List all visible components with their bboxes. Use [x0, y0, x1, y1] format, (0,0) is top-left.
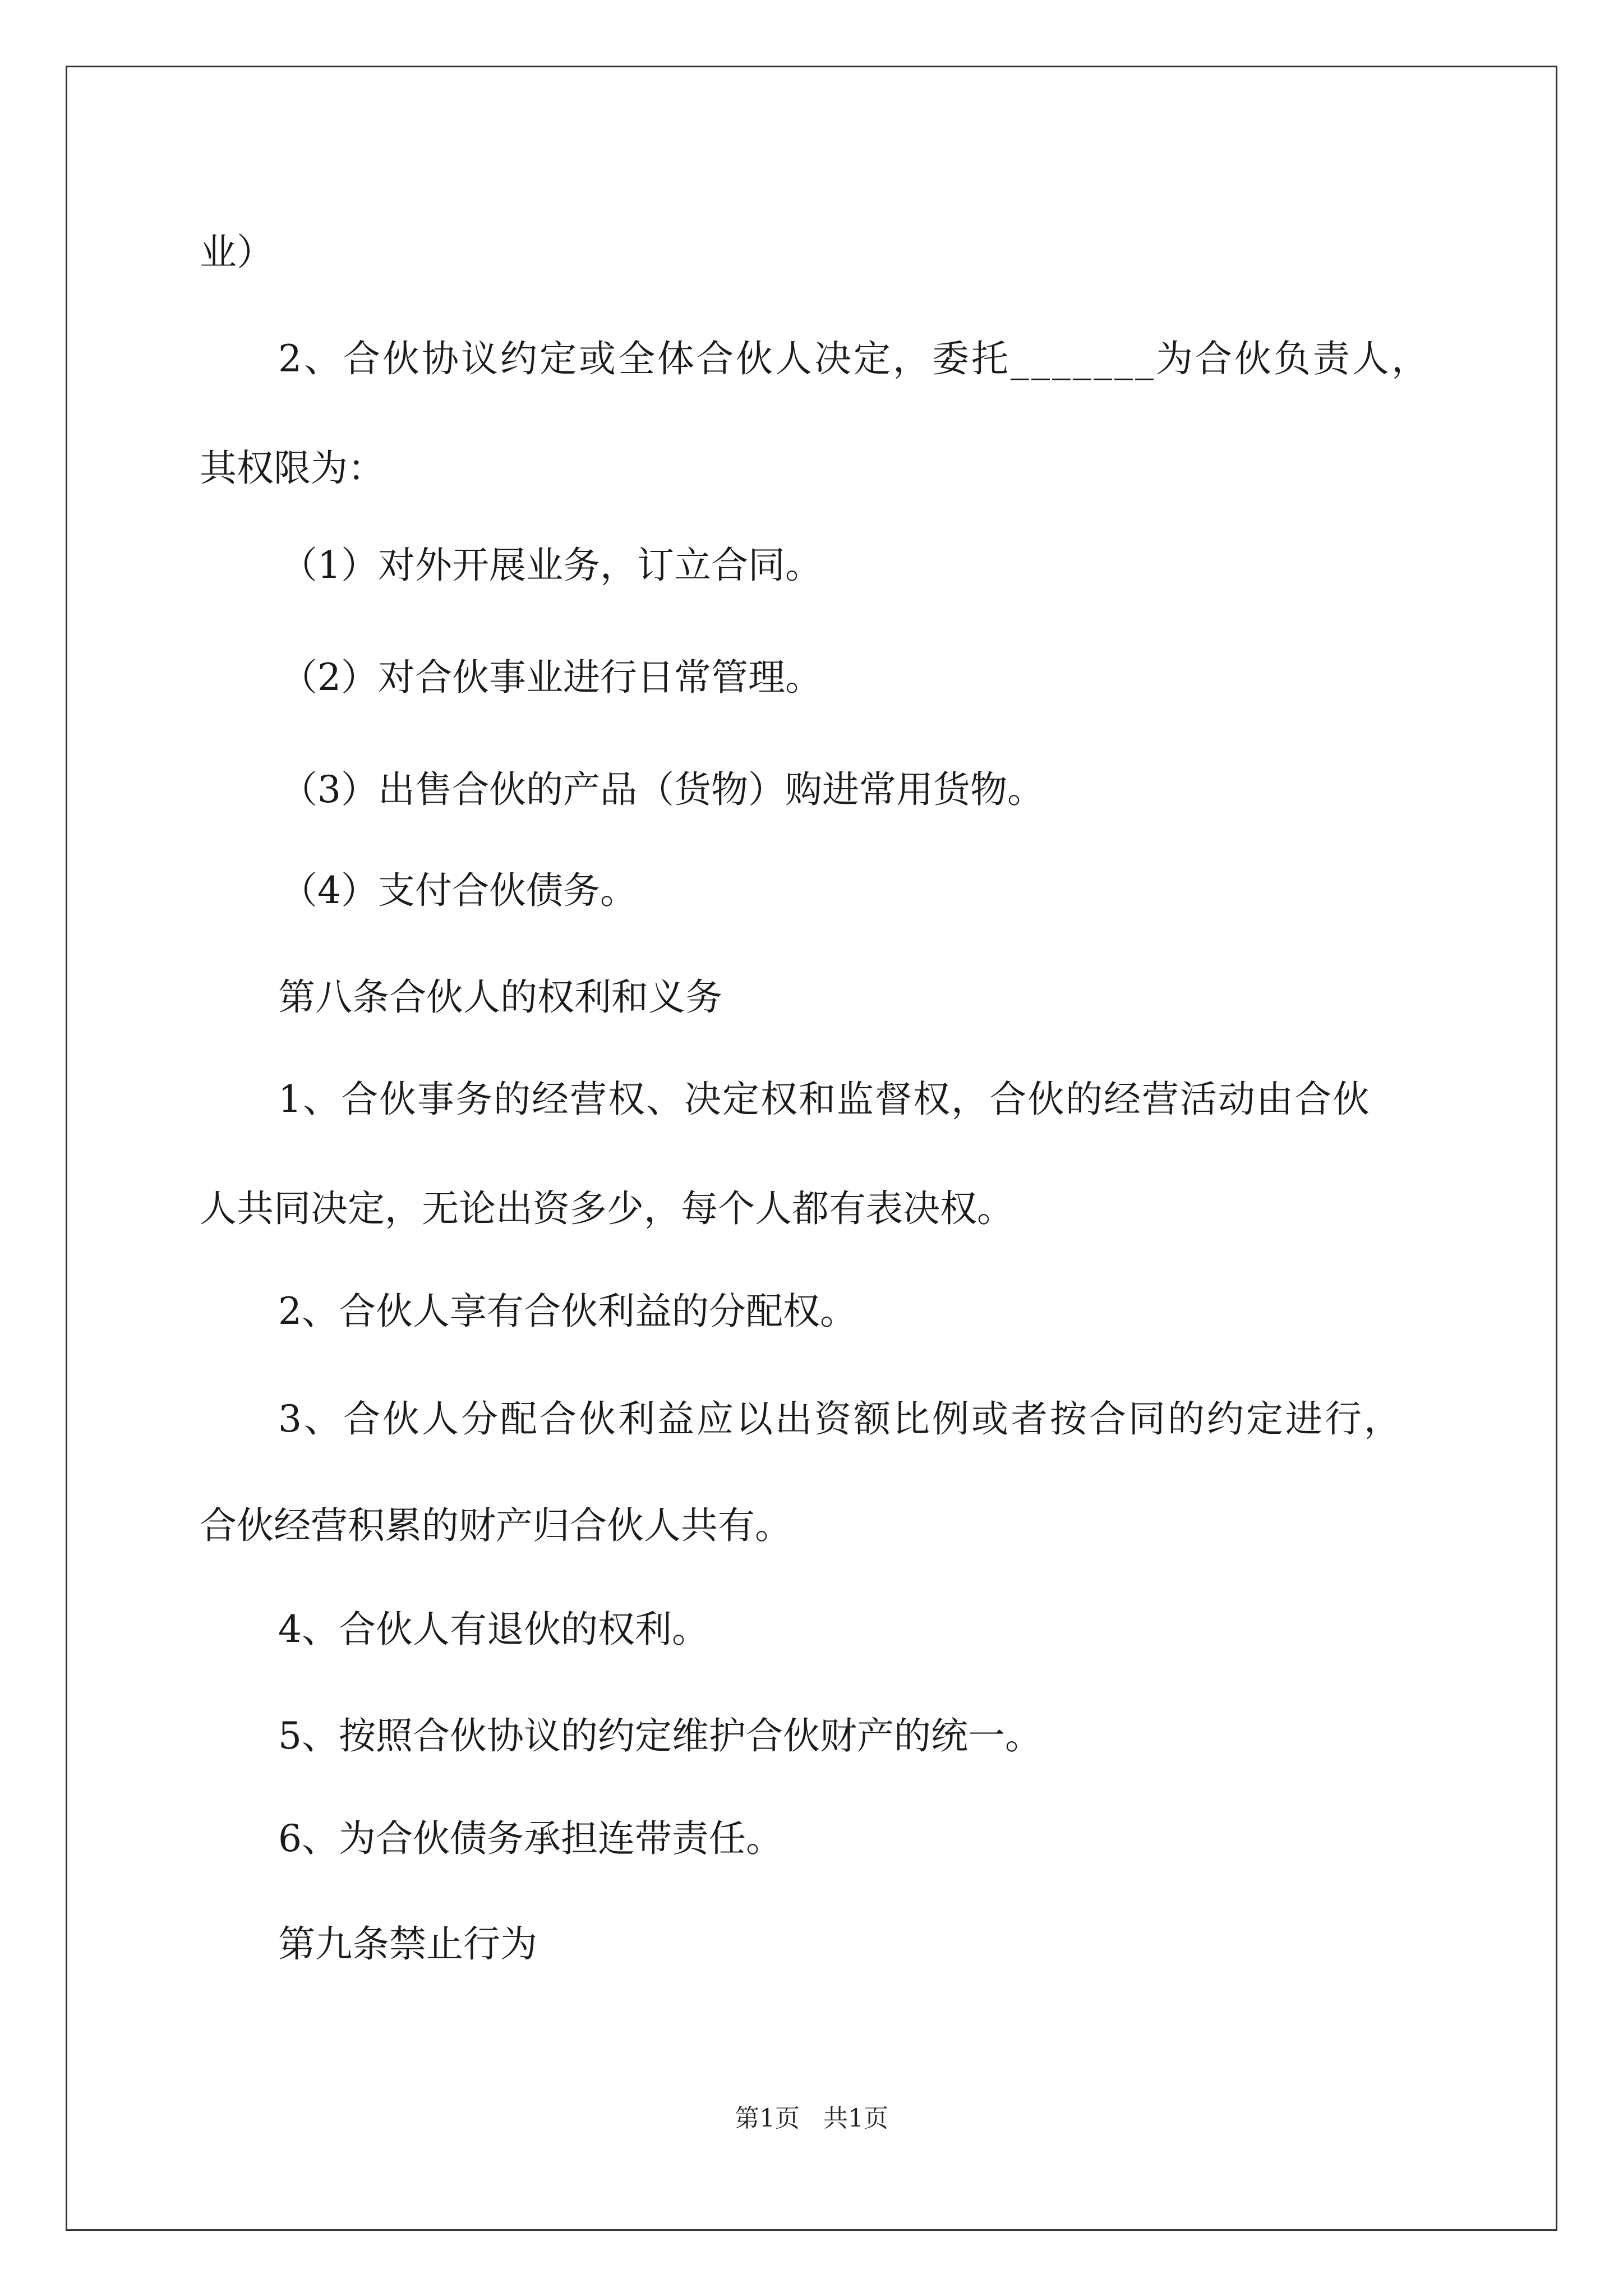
list-item: （4）支付合伙债务。: [280, 869, 637, 912]
paragraph-line: 5、按照合伙协议的约定维护合伙财产的统一。: [278, 1714, 1042, 1757]
paragraph-line: 2、合伙人享有合伙利益的分配权。: [278, 1290, 857, 1333]
paragraph-line: 3、合伙人分配合伙利益应以出资额比例或者按合同的约定进行，: [278, 1397, 1403, 1441]
section-heading: 第九条禁止行为: [278, 1922, 537, 1966]
list-item: （2）对合伙事业进行日常管理。: [280, 656, 822, 699]
list-item: （3）出售合伙的产品（货物）购进常用货物。: [280, 768, 1044, 811]
page-number: 第1页 共1页: [735, 2104, 888, 2133]
paragraph-line: 4、合伙人有退伙的权利。: [278, 1608, 709, 1651]
paragraph-line: 合伙经营积累的财产归合伙人共有。: [200, 1504, 792, 1547]
list-item: （1）对外开展业务，订立合同。: [280, 544, 822, 587]
paragraph-line: 人共同决定，无论出资多少，每个人都有表决权。: [200, 1187, 1014, 1230]
paragraph-line: 其权限为：: [200, 447, 385, 490]
paragraph-line: 6、为合伙债务承担连带责任。: [278, 1817, 783, 1860]
page-border: [66, 66, 1557, 2231]
paragraph-line: 1、合伙事务的经营权、决定权和监督权，合伙的经营活动由合伙: [278, 1078, 1371, 1121]
paragraph-line: 业）: [200, 231, 274, 274]
section-heading: 第八条合伙人的权利和义务: [278, 976, 722, 1019]
paragraph-line: 2、合伙协议约定或全体合伙人决定，委托_______为合伙负责人，: [278, 337, 1431, 380]
